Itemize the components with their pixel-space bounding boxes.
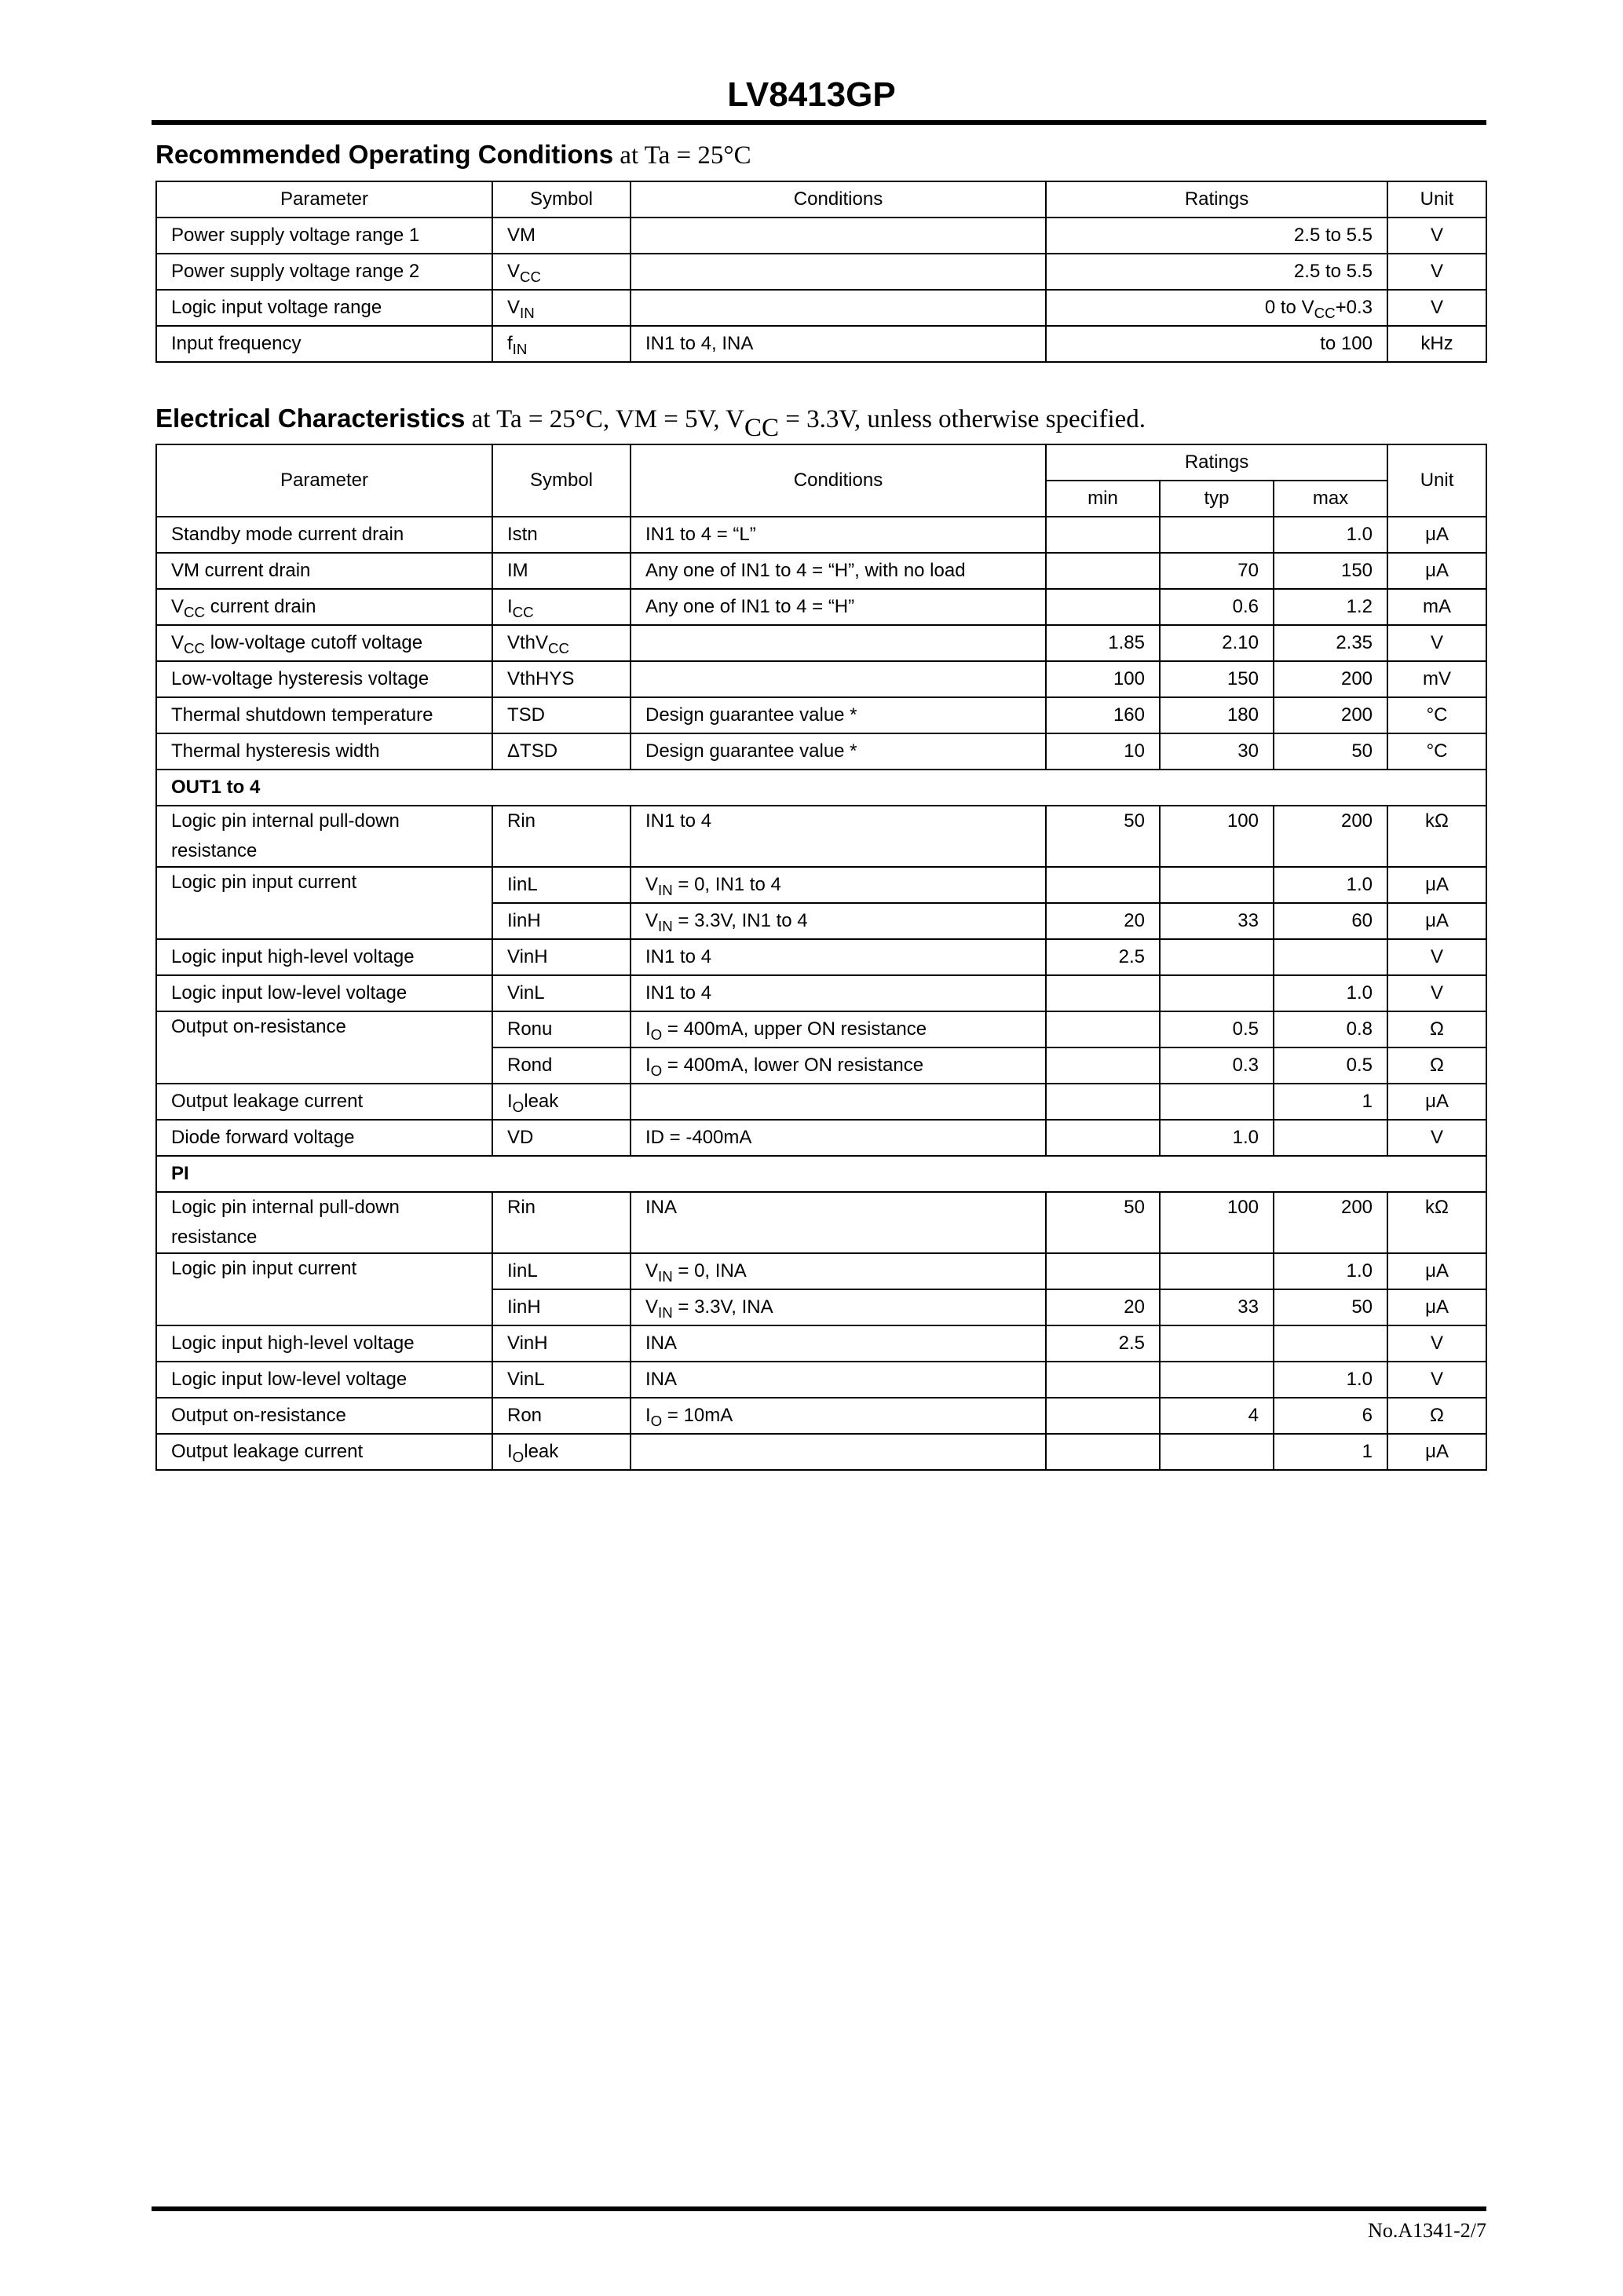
- param-text: Thermal hysteresis width: [171, 740, 380, 762]
- cell-rating: 2.5 to 5.5: [1046, 254, 1387, 290]
- cell-symbol: [492, 517, 631, 553]
- cond-text: Design guarantee value *: [645, 704, 857, 726]
- cell-conditions: [631, 290, 1046, 326]
- cell-parameter: Logic pin internal pull-down resistance: [156, 1192, 492, 1253]
- cell-conditions: [631, 553, 1046, 589]
- cell-symbol: IinL: [492, 867, 631, 903]
- cell-parameter: [156, 661, 492, 697]
- cell-min: 2.5: [1046, 939, 1160, 975]
- cell-typ: 4: [1160, 1398, 1274, 1434]
- cond-text: I: [645, 1404, 651, 1426]
- param-text: current drain: [205, 595, 316, 617]
- cell-max: 0.5: [1274, 1047, 1387, 1084]
- cell-parameter: Logic input low-level voltage: [156, 1362, 492, 1398]
- table-row: [156, 589, 1486, 625]
- param-text: Standby mode current drain: [171, 523, 404, 545]
- cell-symbol: [492, 589, 631, 625]
- cell-min: [1046, 1434, 1160, 1470]
- cell-unit: μA: [1387, 1084, 1486, 1120]
- table-row: [156, 1434, 1486, 1470]
- cell-symbol: Rond: [492, 1047, 631, 1084]
- cell-unit: μA: [1387, 1434, 1486, 1470]
- section-title-subscript: CC: [744, 413, 779, 442]
- cell-unit: V: [1387, 1120, 1486, 1156]
- symbol-subscript: CC: [512, 604, 534, 621]
- col-header-ratings: Ratings: [1046, 444, 1387, 481]
- table-row: [156, 1398, 1486, 1434]
- cell-typ: 1.0: [1160, 1120, 1274, 1156]
- cell-min: 1.85: [1046, 625, 1160, 661]
- cell-conditions: IN1 to 4: [631, 939, 1046, 975]
- rating-subscript: CC: [1314, 305, 1336, 322]
- cell-parameter: Logic input voltage range: [156, 290, 492, 326]
- cell-symbol: VinL: [492, 1362, 631, 1398]
- cell-max: 200: [1274, 661, 1387, 697]
- cell-max: 1.0: [1274, 1253, 1387, 1289]
- cell-symbol: Ronu: [492, 1011, 631, 1047]
- cell-unit: mA: [1387, 589, 1486, 625]
- cond-text: = 3.3V, IN1 to 4: [672, 909, 808, 931]
- cell-parameter: Output leakage current: [156, 1434, 492, 1470]
- general-rows: [156, 517, 1486, 770]
- rating-text: 0 to V: [1264, 296, 1314, 318]
- cell-parameter: Logic input high-level voltage: [156, 1325, 492, 1362]
- cell-min: [1046, 517, 1160, 553]
- cell-typ: [1160, 1084, 1274, 1120]
- cond-text: = 3.3V, INA: [672, 1296, 773, 1318]
- col-header-ratings: Ratings: [1046, 181, 1387, 218]
- section-title-recommended: [155, 140, 751, 170]
- table-row: [156, 517, 1486, 553]
- cell-conditions: [631, 1434, 1046, 1470]
- cell-symbol: IinH: [492, 1289, 631, 1325]
- cell-rating: to 100: [1046, 326, 1387, 362]
- table-row: [156, 661, 1486, 697]
- cell-symbol: VinH: [492, 1325, 631, 1362]
- cell-conditions: IN1 to 4: [631, 806, 1046, 867]
- table-row: [156, 975, 1486, 1011]
- table-row: [156, 625, 1486, 661]
- cell-min: 160: [1046, 697, 1160, 733]
- cell-parameter: [156, 625, 492, 661]
- cond-text: Any one of IN1 to 4 = “H”, with no load: [645, 559, 966, 581]
- cell-min: [1046, 1398, 1160, 1434]
- param-text: V: [171, 595, 185, 617]
- cell-symbol: [492, 290, 631, 326]
- col-header-parameter: Parameter: [156, 444, 492, 517]
- cell-unit: kHz: [1387, 326, 1486, 362]
- cond-text: V: [645, 1260, 659, 1281]
- cell-min: [1046, 1084, 1160, 1120]
- param-text: low-voltage cutoff voltage: [205, 631, 423, 653]
- symbol-subscript: O: [512, 1099, 525, 1116]
- table-row: [156, 1253, 1486, 1289]
- cell-unit: μA: [1387, 517, 1486, 553]
- cell-min: 50: [1046, 1192, 1160, 1253]
- cell-max: 50: [1274, 733, 1387, 770]
- cell-symbol: IinL: [492, 1253, 631, 1289]
- cell-max: [1274, 1325, 1387, 1362]
- cell-parameter: Output leakage current: [156, 1084, 492, 1120]
- cell-max: 60: [1274, 903, 1387, 939]
- cell-min: [1046, 1047, 1160, 1084]
- table-row: [156, 1084, 1486, 1120]
- table-row: [156, 218, 1486, 254]
- cond-text: V: [645, 1296, 659, 1318]
- cell-parameter: [156, 589, 492, 625]
- document-reference: No.A1341-2/7: [1368, 2219, 1486, 2242]
- cell-parameter: Output on-resistance: [156, 1011, 492, 1084]
- cell-min: 10: [1046, 733, 1160, 770]
- symbol-text: VM: [507, 225, 536, 246]
- cell-conditions: [631, 1011, 1046, 1047]
- cell-max: 0.8: [1274, 1011, 1387, 1047]
- rating-text: +0.3: [1335, 296, 1373, 318]
- cell-max: 200: [1274, 1192, 1387, 1253]
- section-title-bold: Recommended Operating Conditions: [155, 140, 614, 169]
- cell-min: [1046, 1011, 1160, 1047]
- cell-symbol: [492, 625, 631, 661]
- cell-symbol: [492, 733, 631, 770]
- cell-conditions: INA: [631, 1192, 1046, 1253]
- cell-max: 200: [1274, 697, 1387, 733]
- table-header-row: [156, 444, 1486, 481]
- section-row-pi: [156, 1156, 1486, 1192]
- table-row: [156, 939, 1486, 975]
- cond-text: = 10mA: [662, 1404, 733, 1426]
- cell-unit: V: [1387, 254, 1486, 290]
- cell-min: 20: [1046, 1289, 1160, 1325]
- cell-parameter: Power supply voltage range 1: [156, 218, 492, 254]
- cell-conditions: [631, 733, 1046, 770]
- cell-typ: 100: [1160, 1192, 1274, 1253]
- table-row: [156, 1192, 1486, 1253]
- cond-subscript: O: [650, 1413, 663, 1430]
- cell-symbol: [492, 254, 631, 290]
- table-row: [156, 1120, 1486, 1156]
- cell-unit: μA: [1387, 903, 1486, 939]
- symbol-subscript: O: [512, 1449, 525, 1466]
- cell-max: 1: [1274, 1434, 1387, 1470]
- symbol-subscript: CC: [548, 640, 570, 657]
- cell-unit: V: [1387, 1362, 1486, 1398]
- cell-typ: [1160, 1362, 1274, 1398]
- cell-symbol: [492, 553, 631, 589]
- cell-unit: V: [1387, 625, 1486, 661]
- cond-text: I: [645, 1054, 651, 1076]
- cell-symbol: VD: [492, 1120, 631, 1156]
- col-header-conditions: Conditions: [631, 444, 1046, 517]
- cell-parameter: Diode forward voltage: [156, 1120, 492, 1156]
- cell-typ: 0.6: [1160, 589, 1274, 625]
- cell-typ: 2.10: [1160, 625, 1274, 661]
- table-row: [156, 806, 1486, 867]
- cell-min: 2.5: [1046, 1325, 1160, 1362]
- cell-min: 50: [1046, 806, 1160, 867]
- cell-max: 150: [1274, 553, 1387, 589]
- cell-symbol: Rin: [492, 806, 631, 867]
- cell-symbol: [492, 1434, 631, 1470]
- cell-symbol: Rin: [492, 1192, 631, 1253]
- cell-conditions: IN1 to 4: [631, 975, 1046, 1011]
- symbol-text: V: [507, 296, 521, 318]
- cell-conditions: [631, 517, 1046, 553]
- cell-unit: Ω: [1387, 1011, 1486, 1047]
- cell-conditions: IN1 to 4, INA: [631, 326, 1046, 362]
- cell-unit: V: [1387, 939, 1486, 975]
- param-text: Thermal shutdown temperature: [171, 704, 433, 726]
- cell-min: 100: [1046, 661, 1160, 697]
- section-label-out: OUT1 to 4: [156, 770, 1486, 806]
- cond-subscript: O: [650, 1062, 663, 1080]
- cond-text: = 0, INA: [672, 1260, 747, 1281]
- cell-conditions: INA: [631, 1362, 1046, 1398]
- cell-parameter: Logic pin input current: [156, 867, 492, 939]
- cell-conditions: [631, 1253, 1046, 1289]
- cell-parameter: [156, 697, 492, 733]
- cell-max: 1.0: [1274, 975, 1387, 1011]
- cell-rating: [1046, 290, 1387, 326]
- table-row: [156, 697, 1486, 733]
- col-header-symbol: Symbol: [492, 444, 631, 517]
- cond-text: IN1 to 4 = “L”: [645, 523, 756, 545]
- cell-parameter: Output on-resistance: [156, 1398, 492, 1434]
- cell-symbol: Ron: [492, 1398, 631, 1434]
- cell-unit: Ω: [1387, 1398, 1486, 1434]
- param-text: Low-voltage hysteresis voltage: [171, 667, 430, 689]
- symbol-text: IM: [507, 559, 528, 581]
- symbol-text: leak: [524, 1090, 559, 1112]
- symbol-text: VthV: [507, 631, 549, 653]
- electrical-characteristics-table: [155, 444, 1487, 1471]
- col-header-min: min: [1046, 481, 1160, 517]
- table-row: [156, 1011, 1486, 1047]
- cell-typ: 100: [1160, 806, 1274, 867]
- cell-min: [1046, 1120, 1160, 1156]
- cell-typ: [1160, 867, 1274, 903]
- table-row: [156, 326, 1486, 362]
- cell-typ: 150: [1160, 661, 1274, 697]
- cell-typ: 0.3: [1160, 1047, 1274, 1084]
- symbol-subscript: IN: [512, 341, 528, 358]
- cell-min: [1046, 553, 1160, 589]
- section-title-condition: at Ta = 25°C: [613, 141, 751, 170]
- cond-text: I: [645, 1018, 651, 1040]
- cell-max: 1: [1274, 1084, 1387, 1120]
- cell-symbol: [492, 1084, 631, 1120]
- cell-conditions: [631, 1084, 1046, 1120]
- cell-typ: [1160, 517, 1274, 553]
- cell-unit: mV: [1387, 661, 1486, 697]
- cell-conditions: [631, 661, 1046, 697]
- section-title-condition: at Ta = 25°C, VM = 5V, V: [465, 405, 744, 433]
- cell-parameter: Power supply voltage range 2: [156, 254, 492, 290]
- cell-typ: 0.5: [1160, 1011, 1274, 1047]
- param-text: V: [171, 631, 185, 653]
- cond-subscript: IN: [658, 882, 673, 899]
- section-title-bold: Electrical Characteristics: [155, 404, 466, 433]
- cell-typ: 70: [1160, 553, 1274, 589]
- table-row: [156, 254, 1486, 290]
- cond-subscript: IN: [658, 918, 673, 935]
- col-header-parameter: Parameter: [156, 181, 492, 218]
- table-row: [156, 553, 1486, 589]
- cell-unit: V: [1387, 218, 1486, 254]
- cell-min: 20: [1046, 903, 1160, 939]
- col-header-unit: Unit: [1387, 444, 1486, 517]
- cond-subscript: IN: [658, 1304, 673, 1322]
- cell-max: 2.35: [1274, 625, 1387, 661]
- symbol-text: V: [507, 260, 521, 282]
- section-title-electrical: [155, 404, 1146, 442]
- cell-min: [1046, 1253, 1160, 1289]
- cell-unit: °C: [1387, 733, 1486, 770]
- cell-unit: μA: [1387, 1289, 1486, 1325]
- cell-max: 1.0: [1274, 1362, 1387, 1398]
- table-row: [156, 733, 1486, 770]
- cell-min: [1046, 975, 1160, 1011]
- cell-conditions: [631, 697, 1046, 733]
- symbol-text: I: [507, 1440, 513, 1462]
- cond-text: Design guarantee value *: [645, 740, 857, 762]
- cond-subscript: O: [650, 1026, 663, 1044]
- col-header-max: max: [1274, 481, 1387, 517]
- footer-rule: [152, 2206, 1486, 2211]
- cell-conditions: [631, 903, 1046, 939]
- cell-parameter: Logic pin input current: [156, 1253, 492, 1325]
- cell-unit: μA: [1387, 1253, 1486, 1289]
- cell-unit: Ω: [1387, 1047, 1486, 1084]
- symbol-text: TSD: [507, 704, 545, 726]
- table-row: [156, 1362, 1486, 1398]
- cond-text: V: [645, 873, 659, 895]
- symbol-text: I: [507, 595, 513, 617]
- cell-conditions: [631, 589, 1046, 625]
- cell-typ: [1160, 939, 1274, 975]
- col-header-symbol: Symbol: [492, 181, 631, 218]
- cell-symbol: [492, 697, 631, 733]
- cell-symbol: VinL: [492, 975, 631, 1011]
- param-subscript: CC: [184, 604, 206, 621]
- cell-max: [1274, 1120, 1387, 1156]
- cell-conditions: [631, 1047, 1046, 1084]
- cond-text: V: [645, 909, 659, 931]
- cell-unit: kΩ: [1387, 1192, 1486, 1253]
- cell-parameter: Input frequency: [156, 326, 492, 362]
- cell-typ: 33: [1160, 1289, 1274, 1325]
- cell-unit: V: [1387, 1325, 1486, 1362]
- section-title-condition: = 3.3V, unless otherwise specified.: [778, 405, 1146, 433]
- cond-subscript: IN: [658, 1268, 673, 1285]
- section-row-out: [156, 770, 1486, 806]
- cell-max: 1.2: [1274, 589, 1387, 625]
- cell-parameter: Logic input high-level voltage: [156, 939, 492, 975]
- symbol-text: I: [507, 1090, 513, 1112]
- cell-typ: [1160, 1434, 1274, 1470]
- symbol-subscript: IN: [520, 305, 535, 322]
- cell-typ: 180: [1160, 697, 1274, 733]
- table-row: [156, 867, 1486, 903]
- param-subscript: CC: [184, 640, 206, 657]
- cell-symbol: [492, 661, 631, 697]
- cell-conditions: [631, 867, 1046, 903]
- cell-conditions: [631, 254, 1046, 290]
- col-header-conditions: Conditions: [631, 181, 1046, 218]
- cell-conditions: [631, 1398, 1046, 1434]
- cell-symbol: [492, 218, 631, 254]
- cell-conditions: INA: [631, 1325, 1046, 1362]
- cell-unit: μA: [1387, 553, 1486, 589]
- col-header-unit: Unit: [1387, 181, 1486, 218]
- cell-max: 50: [1274, 1289, 1387, 1325]
- cell-max: 6: [1274, 1398, 1387, 1434]
- cell-max: 200: [1274, 806, 1387, 867]
- symbol-text: f: [507, 332, 513, 354]
- cell-min: [1046, 1362, 1160, 1398]
- recommended-conditions-table: [155, 181, 1487, 363]
- cell-parameter: [156, 517, 492, 553]
- cell-symbol: [492, 326, 631, 362]
- symbol-text: leak: [524, 1440, 559, 1462]
- cell-rating: 2.5 to 5.5: [1046, 218, 1387, 254]
- cell-typ: [1160, 975, 1274, 1011]
- table-header-row: [156, 181, 1486, 218]
- cell-unit: V: [1387, 975, 1486, 1011]
- symbol-text: Istn: [507, 523, 538, 545]
- cell-unit: °C: [1387, 697, 1486, 733]
- col-header-typ: typ: [1160, 481, 1274, 517]
- cell-conditions: [631, 625, 1046, 661]
- header-rule: [152, 120, 1486, 125]
- section-label-pi: PI: [156, 1156, 1486, 1192]
- cell-unit: kΩ: [1387, 806, 1486, 867]
- cell-unit: μA: [1387, 867, 1486, 903]
- cell-conditions: [631, 1289, 1046, 1325]
- page-title: LV8413GP: [727, 75, 896, 114]
- cell-conditions: [631, 218, 1046, 254]
- symbol-text: ΔTSD: [507, 740, 558, 762]
- cond-text: = 400mA, upper ON resistance: [662, 1018, 927, 1040]
- cell-parameter: [156, 553, 492, 589]
- cell-conditions: ID = -400mA: [631, 1120, 1046, 1156]
- symbol-text: VthHYS: [507, 667, 575, 689]
- cell-parameter: [156, 733, 492, 770]
- table-row: [156, 1325, 1486, 1362]
- cell-typ: 30: [1160, 733, 1274, 770]
- param-text: VM current drain: [171, 559, 311, 581]
- cell-symbol: VinH: [492, 939, 631, 975]
- cell-max: 1.0: [1274, 867, 1387, 903]
- table-row: [156, 290, 1486, 326]
- cell-max: [1274, 939, 1387, 975]
- cond-text: Any one of IN1 to 4 = “H”: [645, 595, 855, 617]
- cell-typ: [1160, 1325, 1274, 1362]
- cell-min: [1046, 867, 1160, 903]
- cell-min: [1046, 589, 1160, 625]
- cell-parameter: Logic input low-level voltage: [156, 975, 492, 1011]
- cell-unit: V: [1387, 290, 1486, 326]
- cell-max: 1.0: [1274, 517, 1387, 553]
- cell-parameter: Logic pin internal pull-down resistance: [156, 806, 492, 867]
- cell-typ: 33: [1160, 903, 1274, 939]
- cond-text: = 400mA, lower ON resistance: [662, 1054, 924, 1076]
- cell-symbol: IinH: [492, 903, 631, 939]
- symbol-subscript: CC: [520, 269, 542, 286]
- cell-typ: [1160, 1253, 1274, 1289]
- cond-text: = 0, IN1 to 4: [672, 873, 781, 895]
